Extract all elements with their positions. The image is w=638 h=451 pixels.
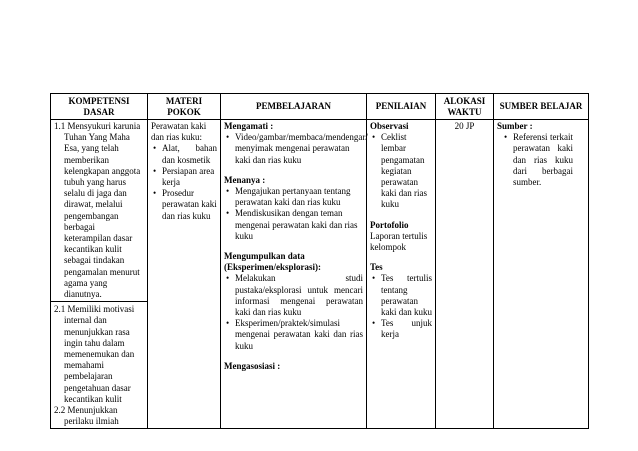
- mengumpulkan-item: • Melakukan studi pustaka/eksplorasi untuk mencari informasi mengenai perawatan kaki dan rias kuku: [235, 273, 363, 318]
- materi-list: [151, 143, 217, 221]
- materi-item: • Alat, bahan dan kosmetik: [162, 143, 217, 165]
- sumber-title: Sumber :: [497, 121, 533, 131]
- menanya-title: Menanya :: [224, 174, 266, 185]
- tes-list: [370, 273, 432, 340]
- tes-item: • Tes tertulis tentang perawatan kaki dan kuku: [381, 273, 432, 318]
- sumber-list: [497, 132, 585, 188]
- kd-item-3-number: 2.2: [54, 405, 66, 416]
- mengasosiasi-title: Mengasosiasi :: [224, 360, 281, 371]
- materi-intro: Perawatan kaki dan rias kuku:: [151, 121, 207, 143]
- kd-item-2: [54, 302, 144, 427]
- tes-title: Tes: [370, 262, 383, 273]
- kd-item-1-text: Mensyukuri karunia Tuhan Yang Maha Esa, yang telah memberikan kelengkapan anggota tubuh yang harus selalu di jaga dan dirawat, melalui pengembangan berbagai keterampilan dasar kecantikan kulit sebagai tindakan pengamalan menurut agama yang dianutnya.: [64, 121, 141, 300]
- menanya-item: • Mendiskusikan dengan teman mengenai perawatan kaki dan rias kuku: [235, 208, 363, 242]
- kd-item-2-text: Memiliki motivasi internal dan menunjukkan rasa ingin tahu dalam memenemukan dan memahami pembelajaran pengetahuan dasar kecantikan kulit: [64, 304, 135, 404]
- tes-item: • Tes unjuk kerja: [381, 318, 432, 340]
- kd-item-3-text: Menunjukkan perilaku ilmiah: [64, 405, 119, 427]
- materi-item: • Prosedur perawatan kaki dan rias kuku: [162, 188, 217, 222]
- materi-item: • Persiapan area kerja: [162, 166, 217, 188]
- syllabus-table: [50, 93, 589, 429]
- mengumpulkan-title: Mengumpulkan data (Eksperimen/eksplorasi):: [224, 251, 322, 273]
- observasi-title: Observasi: [370, 121, 409, 131]
- penilaian-cell: [367, 120, 436, 429]
- portofolio-text: Laporan tertulis kelompok: [370, 230, 428, 253]
- header-kompetensi-dasar: KOMPETENSI DASAR: [51, 94, 148, 120]
- materi-cell: [148, 120, 221, 429]
- alokasi-value: 20 JP: [454, 121, 475, 131]
- mengamati-item: • Video/gambar/membaca/mendengar/ menyimak mengenai perawatan kaki dan rias kuku: [235, 132, 363, 166]
- header-materi-pokok: MATERI POKOK: [148, 94, 221, 120]
- portofolio-title: Portofolio: [370, 219, 409, 230]
- kd-item-1-number: 1.1: [54, 121, 66, 131]
- header-alokasi-waktu: ALOKASI WAKTU: [436, 94, 494, 120]
- mengamati-title: Mengamati :: [224, 121, 274, 131]
- kd-cell: [51, 120, 148, 429]
- header-pembelajaran: PEMBELAJARAN: [221, 94, 367, 120]
- sumber-item: • Referensi terkait perawatan kaki dan rias kuku dari berbagai sumber.: [513, 132, 573, 188]
- header-penilaian: PENILAIAN: [367, 94, 436, 120]
- mengumpulkan-list: [224, 273, 363, 351]
- mengamati-list: [224, 132, 368, 166]
- observasi-list: [370, 132, 432, 210]
- pembelajaran-cell: [221, 120, 367, 429]
- alokasi-cell: [436, 120, 494, 429]
- observasi-item: • Ceklist lembar pengamatan kegiatan perawatan kaki dan rias kuku: [381, 132, 432, 210]
- sumber-cell: [494, 120, 589, 429]
- table-row: [51, 120, 589, 429]
- header-sumber-belajar: SUMBER BELAJAR: [494, 94, 589, 120]
- kd-item-1: [51, 121, 147, 302]
- menanya-item: • Mengajukan pertanyaan tentang perawatan kaki dan rias kuku: [235, 186, 363, 208]
- mengumpulkan-item: • Eksperimen/praktek/simulasi mengenai perawatan kaki dan rias kuku: [235, 318, 363, 352]
- menanya-list: [224, 186, 363, 242]
- table-header-row: [51, 94, 589, 120]
- kd-item-2-number: 2.1: [54, 304, 66, 315]
